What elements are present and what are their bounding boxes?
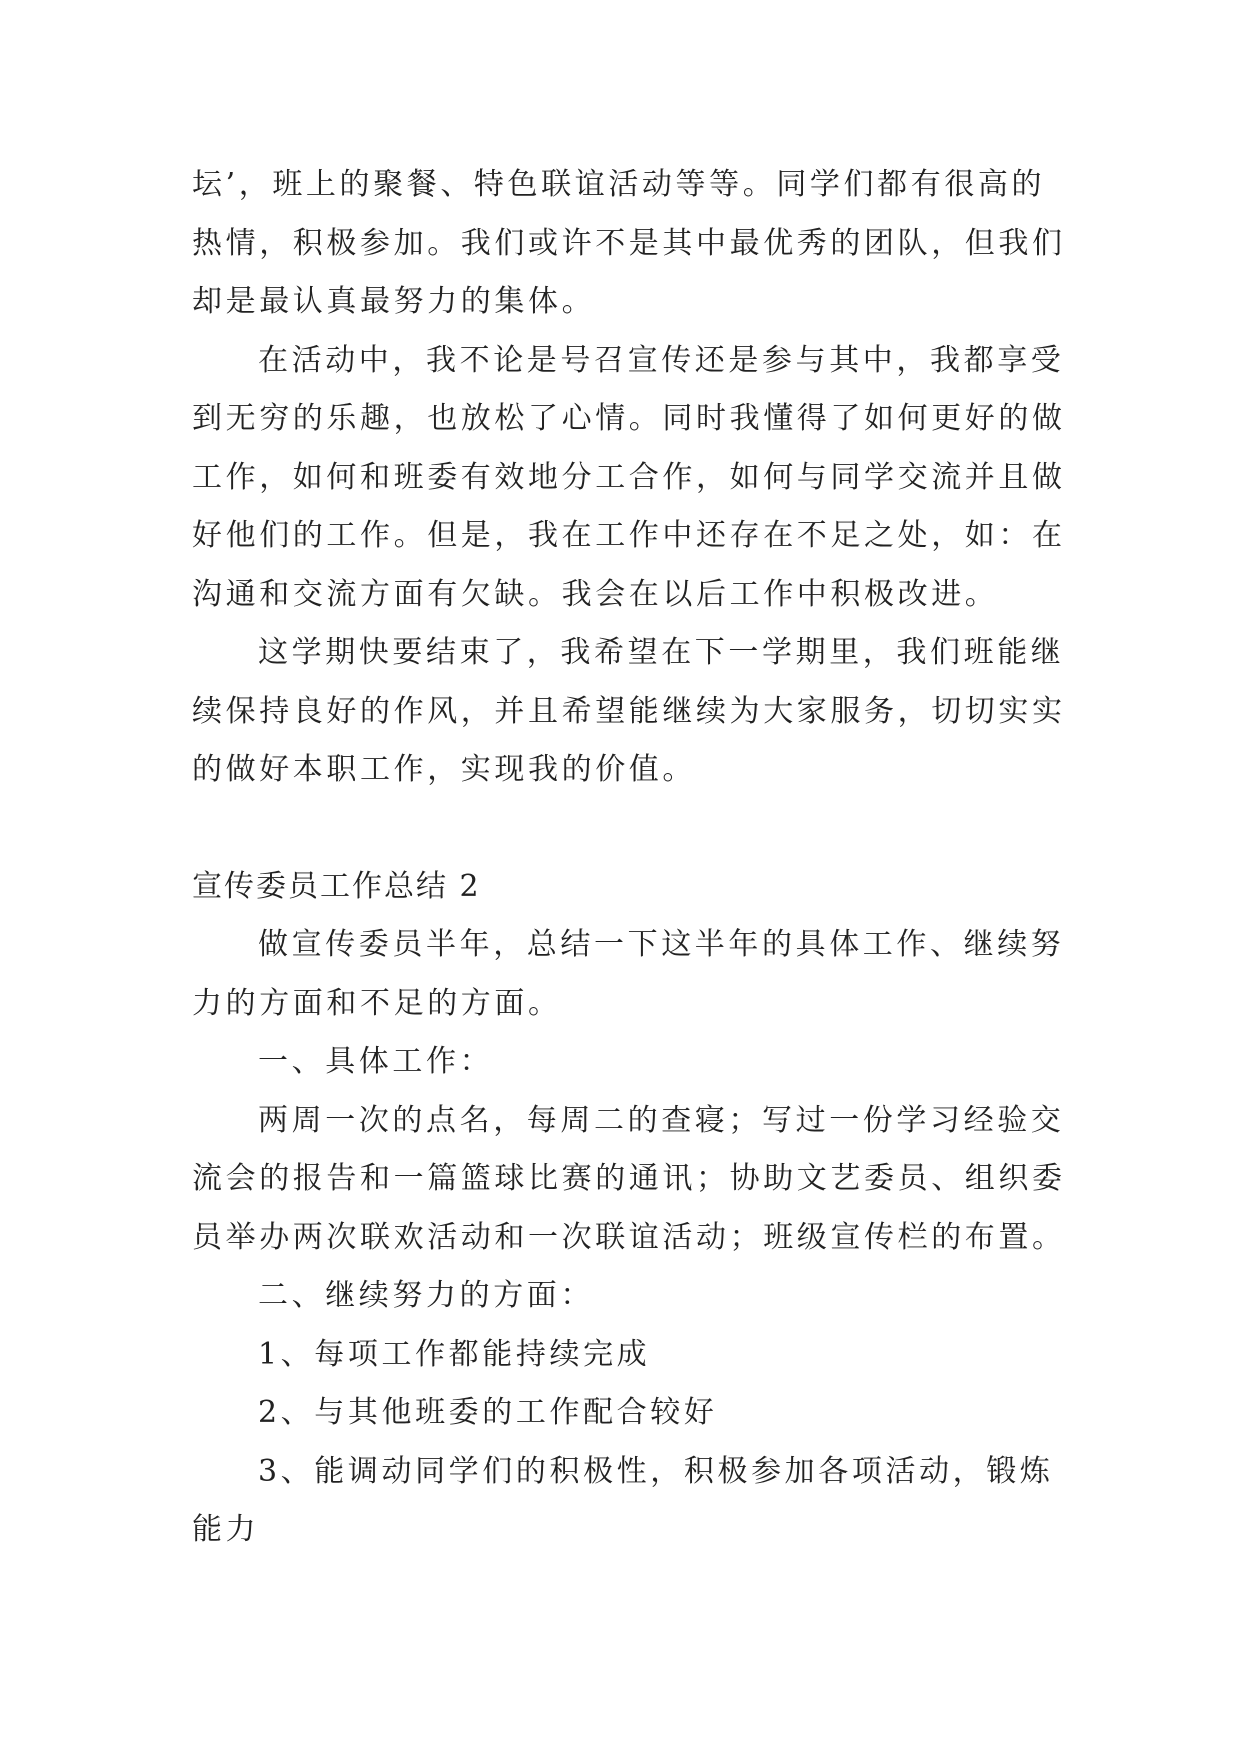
section-title: 宣传委员工作总结 2 bbox=[192, 868, 481, 904]
list-item: 3、能调动同学们的积极性，积极参加各项活动，锻炼能力 bbox=[192, 1453, 1054, 1547]
document-body bbox=[192, 156, 1072, 1560]
list-item: 2、与其他班委的工作配合较好 bbox=[258, 1395, 718, 1430]
paragraph-activities: 在活动中，我不论是号召宣传还是参与其中，我都享受到无穷的乐趣，也放松了心情。同时我懂得了如何更好的做工作，如何和班委有效地分工合作，如何与同学交流并且做好他们的工作。但是，我在工作中还存在不足之处，如：在沟通和交流方面有欠缺。我会在以后工作中积极改进。 bbox=[192, 342, 1066, 612]
paragraph-semester-end: 这学期快要结束了，我希望在下一学期里，我们班能继续保持良好的作风，并且希望能继续为大家服务，切切实实的做好本职工作，实现我的价值。 bbox=[192, 635, 1066, 787]
subheading-continue-effort: 二、继续努力的方面： bbox=[258, 1278, 594, 1313]
subheading-specific-work: 一、具体工作： bbox=[258, 1044, 494, 1079]
paragraph-intro: 做宣传委员半年，总结一下这半年的具体工作、继续努力的方面和不足的方面。 bbox=[192, 927, 1065, 1021]
paragraph-specific-work: 两周一次的点名，每周二的查寝；写过一份学习经验交流会的报告和一篇篮球比赛的通讯；协助文艺委员、组织委员举办两次联欢活动和一次联谊活动；班级宣传栏的布置。 bbox=[192, 1102, 1066, 1255]
paragraph-continuation: 坛’，班上的聚餐、特色联谊活动等等。同学们都有很高的热情，积极参加。我们或许不是其中最优秀的团队，但我们却是最认真最努力的集体。 bbox=[192, 167, 1066, 319]
list-item: 1、每项工作都能持续完成 bbox=[258, 1336, 651, 1372]
